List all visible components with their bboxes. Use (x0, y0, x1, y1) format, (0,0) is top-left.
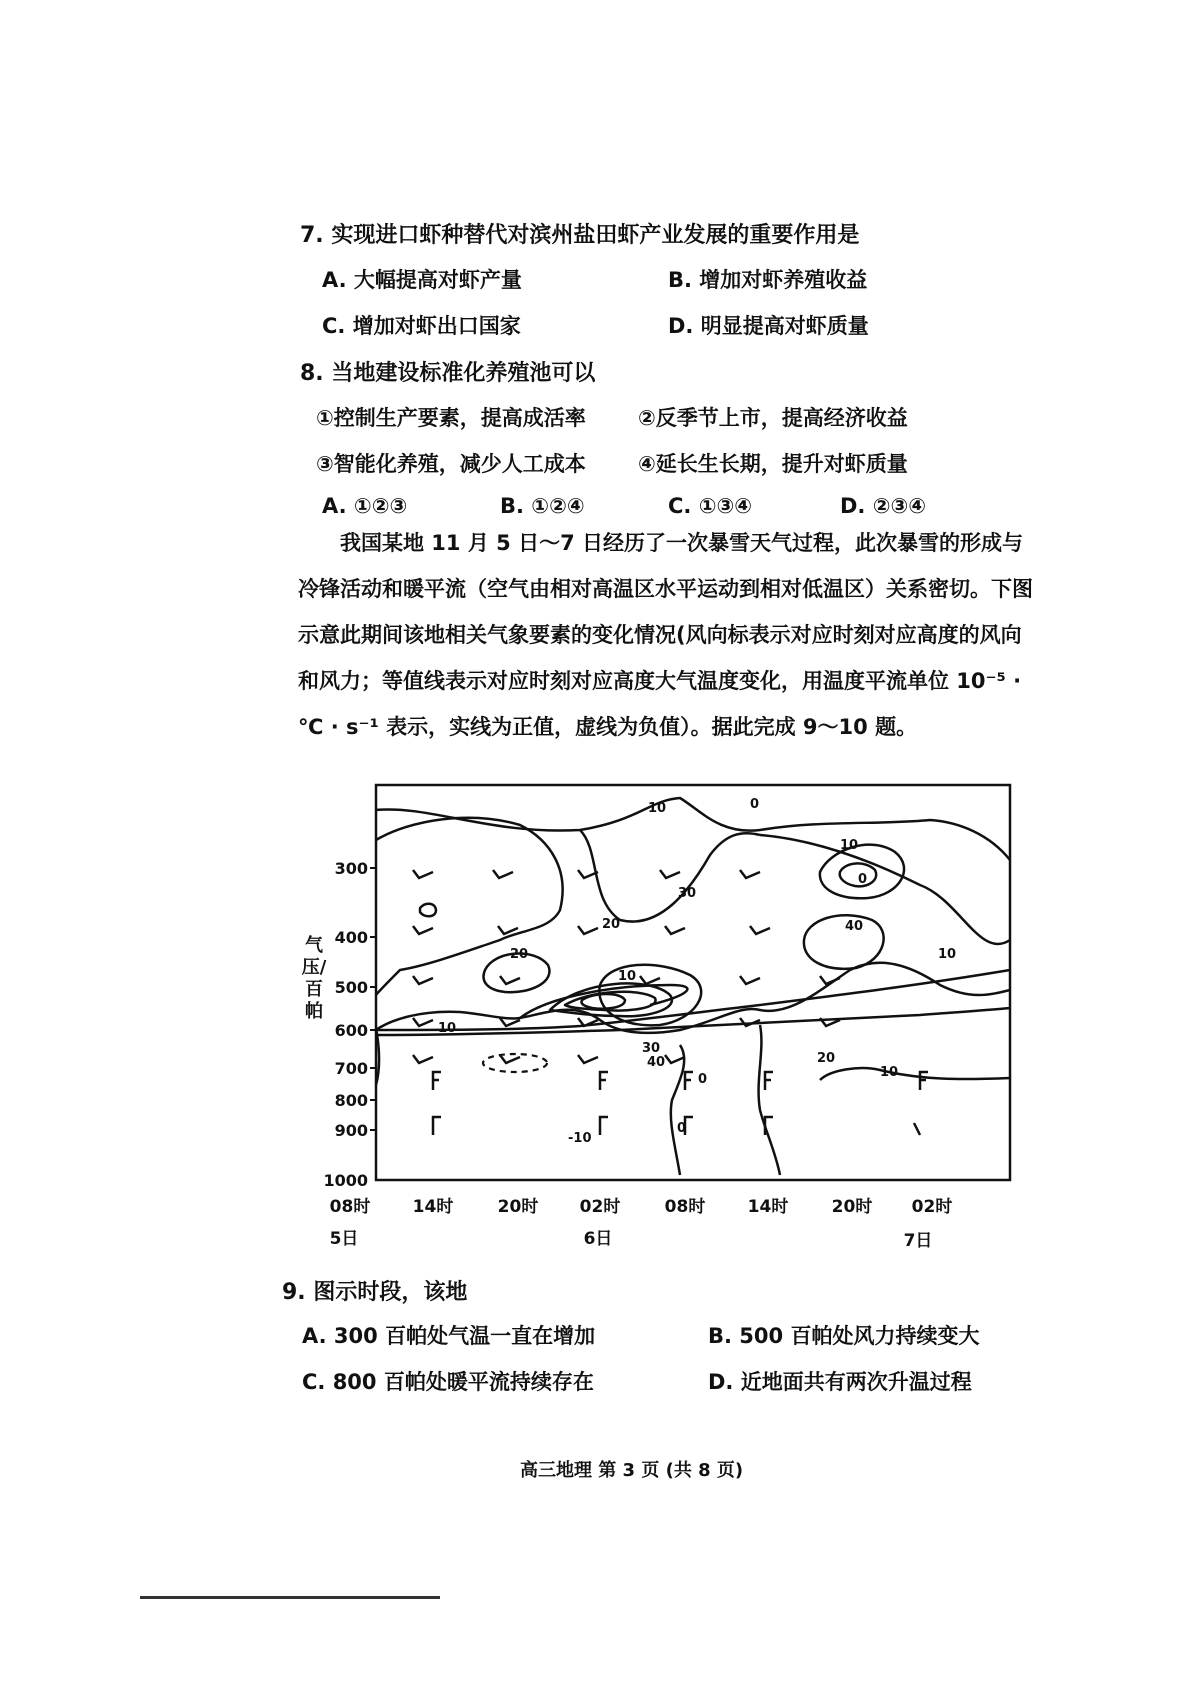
contour-0-frontline (376, 970, 1010, 1030)
wind-barb (660, 870, 680, 878)
y-tick-label: 500 (334, 978, 368, 997)
contour-label: 20 (602, 917, 621, 932)
q7-option-b: B. 增加对虾养殖收益 (668, 268, 868, 292)
contour-label: 40 (647, 1055, 666, 1070)
contour-0-bottom (671, 1045, 687, 1175)
passage (298, 520, 1038, 750)
y-tick-label: 600 (334, 1021, 368, 1040)
q9-title: 9. 图示时段，该地 (282, 1280, 468, 1305)
contour-label: 20 (817, 1051, 836, 1066)
wind-barb (413, 1018, 433, 1026)
wind-barb (578, 1055, 598, 1063)
wind-barb (413, 926, 433, 934)
dashed-contour-neg10 (483, 1054, 547, 1072)
y-axis-label: 气压/百帕 (301, 935, 327, 1022)
q8-statement-1: ①控制生产要素，提高成活率 (316, 406, 586, 430)
wind-barb (498, 926, 518, 934)
contour-small-loop (420, 904, 436, 917)
contour-top (376, 798, 1010, 860)
wind-barb-surface (765, 1117, 773, 1135)
q8-statement-2: ②反季节上市，提高经济收益 (638, 406, 908, 430)
contour-label: 30 (678, 886, 697, 901)
wind-barb-surface (685, 1072, 693, 1090)
wind-barb (750, 926, 770, 934)
y-tick-label: 1000 (323, 1171, 368, 1190)
wind-barb (500, 976, 520, 984)
weather-contour-chart (320, 780, 1020, 1260)
contour-label: 10 (438, 1021, 457, 1036)
wind-barb (493, 870, 513, 878)
x-tick-label: 20时 (497, 1197, 539, 1217)
q9-option-c: C. 800 百帕处暖平流持续存在 (302, 1370, 594, 1394)
wind-barb-surface (433, 1117, 441, 1135)
contour-label: -10 (568, 1131, 592, 1146)
contour-label: 0 (698, 1072, 708, 1087)
x-axis (330, 1197, 953, 1251)
q7-option-a: A. 大幅提高对虾产量 (322, 268, 522, 292)
contour-label: 10 (880, 1065, 899, 1080)
negative-contours (483, 1054, 547, 1072)
wind-barb (820, 976, 840, 984)
contour-label: 0 (858, 872, 868, 887)
wind-barb (640, 976, 660, 984)
wind-barb-surface (600, 1072, 608, 1090)
q8-option-b: B. ①②④ (500, 494, 585, 518)
scan-artifact-line (140, 1596, 440, 1599)
wind-barb (665, 1055, 685, 1063)
x-tick-label: 20时 (831, 1197, 873, 1217)
wind-barb (413, 976, 433, 984)
contour-lines (376, 798, 1010, 1175)
wind-barb (740, 976, 760, 984)
wind-barb (500, 1055, 520, 1063)
y-tick-label: 800 (334, 1091, 368, 1110)
q7-title: 7. 实现进口虾种替代对滨州盐田虾产业发展的重要作用是 (300, 223, 860, 248)
q9-option-d: D. 近地面共有两次升温过程 (708, 1370, 972, 1394)
contour-label: 0 (677, 1121, 687, 1136)
contour-label: 30 (642, 1041, 661, 1056)
y-tick-label: 700 (334, 1059, 368, 1078)
wind-barb (413, 870, 433, 878)
contour-label: 10 (618, 969, 637, 984)
passage-text: 我国某地 11 月 5 日～7 日经历了一次暴雪天气过程，此次暴雪的形成与冷锋活动和暖平流（空气由相对高温区水平运动到相对低温区）关系密切。下图示意此期间该地相关气象要素的变化情况(风向标表示对应时刻对应高度的风向和风力；等值线表示对应时刻对应高度大气温度变化，用温度平流单位 10⁻⁵ · ℃ · s⁻¹ 表示，实线为正值，虚线为负值）。据此完成 9～10 题。 (298, 531, 1033, 739)
q8-title: 8. 当地建设标准化养殖池可以 (300, 361, 596, 386)
wind-barb-surface (600, 1117, 608, 1135)
x-tick-label: 08时 (664, 1197, 706, 1217)
x-tick-label: 08时 (329, 1197, 371, 1217)
contour-right-upper (760, 835, 1010, 944)
q7-option-c: C. 增加对虾出口国家 (322, 314, 521, 338)
contour-lower-right (759, 1025, 780, 1175)
q7-option-d: D. 明显提高对虾质量 (668, 314, 869, 338)
contour-label-group (438, 797, 956, 1146)
wind-barb-surface (685, 1117, 693, 1135)
wind-barb-surface (765, 1072, 773, 1090)
q8-option-d: D. ②③④ (840, 494, 927, 518)
wind-barb (665, 926, 685, 934)
y-axis (323, 859, 376, 1190)
wind-barb-surface (914, 1123, 920, 1135)
contour-label: 10 (840, 838, 859, 853)
x-tick-label: 14时 (412, 1197, 454, 1217)
wind-barb (413, 1055, 433, 1063)
q9-option-a: A. 300 百帕处气温一直在增加 (302, 1324, 596, 1348)
x-tick-label: 02时 (579, 1197, 621, 1217)
plot-frame (376, 785, 1010, 1180)
wind-barb (740, 870, 760, 878)
x-tick-label: 02时 (911, 1197, 953, 1217)
x-tick-label: 14时 (747, 1197, 789, 1217)
contour-left-outer (376, 818, 563, 995)
page-footer: 高三地理 第 3 页 (共 8 页) (520, 1460, 744, 1481)
q8-option-c: C. ①③④ (668, 494, 753, 518)
y-tick-label: 300 (334, 859, 368, 878)
x-date-label: 7日 (903, 1231, 933, 1251)
y-tick-label: 900 (334, 1121, 368, 1140)
wind-barb-surface (920, 1072, 928, 1090)
contour-lower-right-2 (820, 1068, 1010, 1080)
wind-barb (578, 926, 598, 934)
contour-label: 0 (750, 797, 760, 812)
wind-barb-surface (433, 1072, 441, 1090)
y-tick-label: 400 (334, 928, 368, 947)
q8-statement-4: ④延长生长期，提升对虾质量 (638, 452, 908, 476)
contour-oval-mid-right (804, 915, 884, 969)
q8-option-a: A. ①②③ (322, 494, 408, 518)
contour-label: 20 (510, 947, 529, 962)
x-date-label: 6日 (583, 1229, 613, 1249)
contour-label: 10 (938, 947, 957, 962)
q8-statement-3: ③智能化养殖，减少人工成本 (316, 452, 586, 476)
q9-option-b: B. 500 百帕处风力持续变大 (708, 1324, 980, 1348)
x-date-label: 5日 (329, 1229, 359, 1249)
contour-label: 40 (845, 919, 864, 934)
contour-label: 10 (648, 801, 667, 816)
contour-20-left (376, 963, 1010, 1033)
